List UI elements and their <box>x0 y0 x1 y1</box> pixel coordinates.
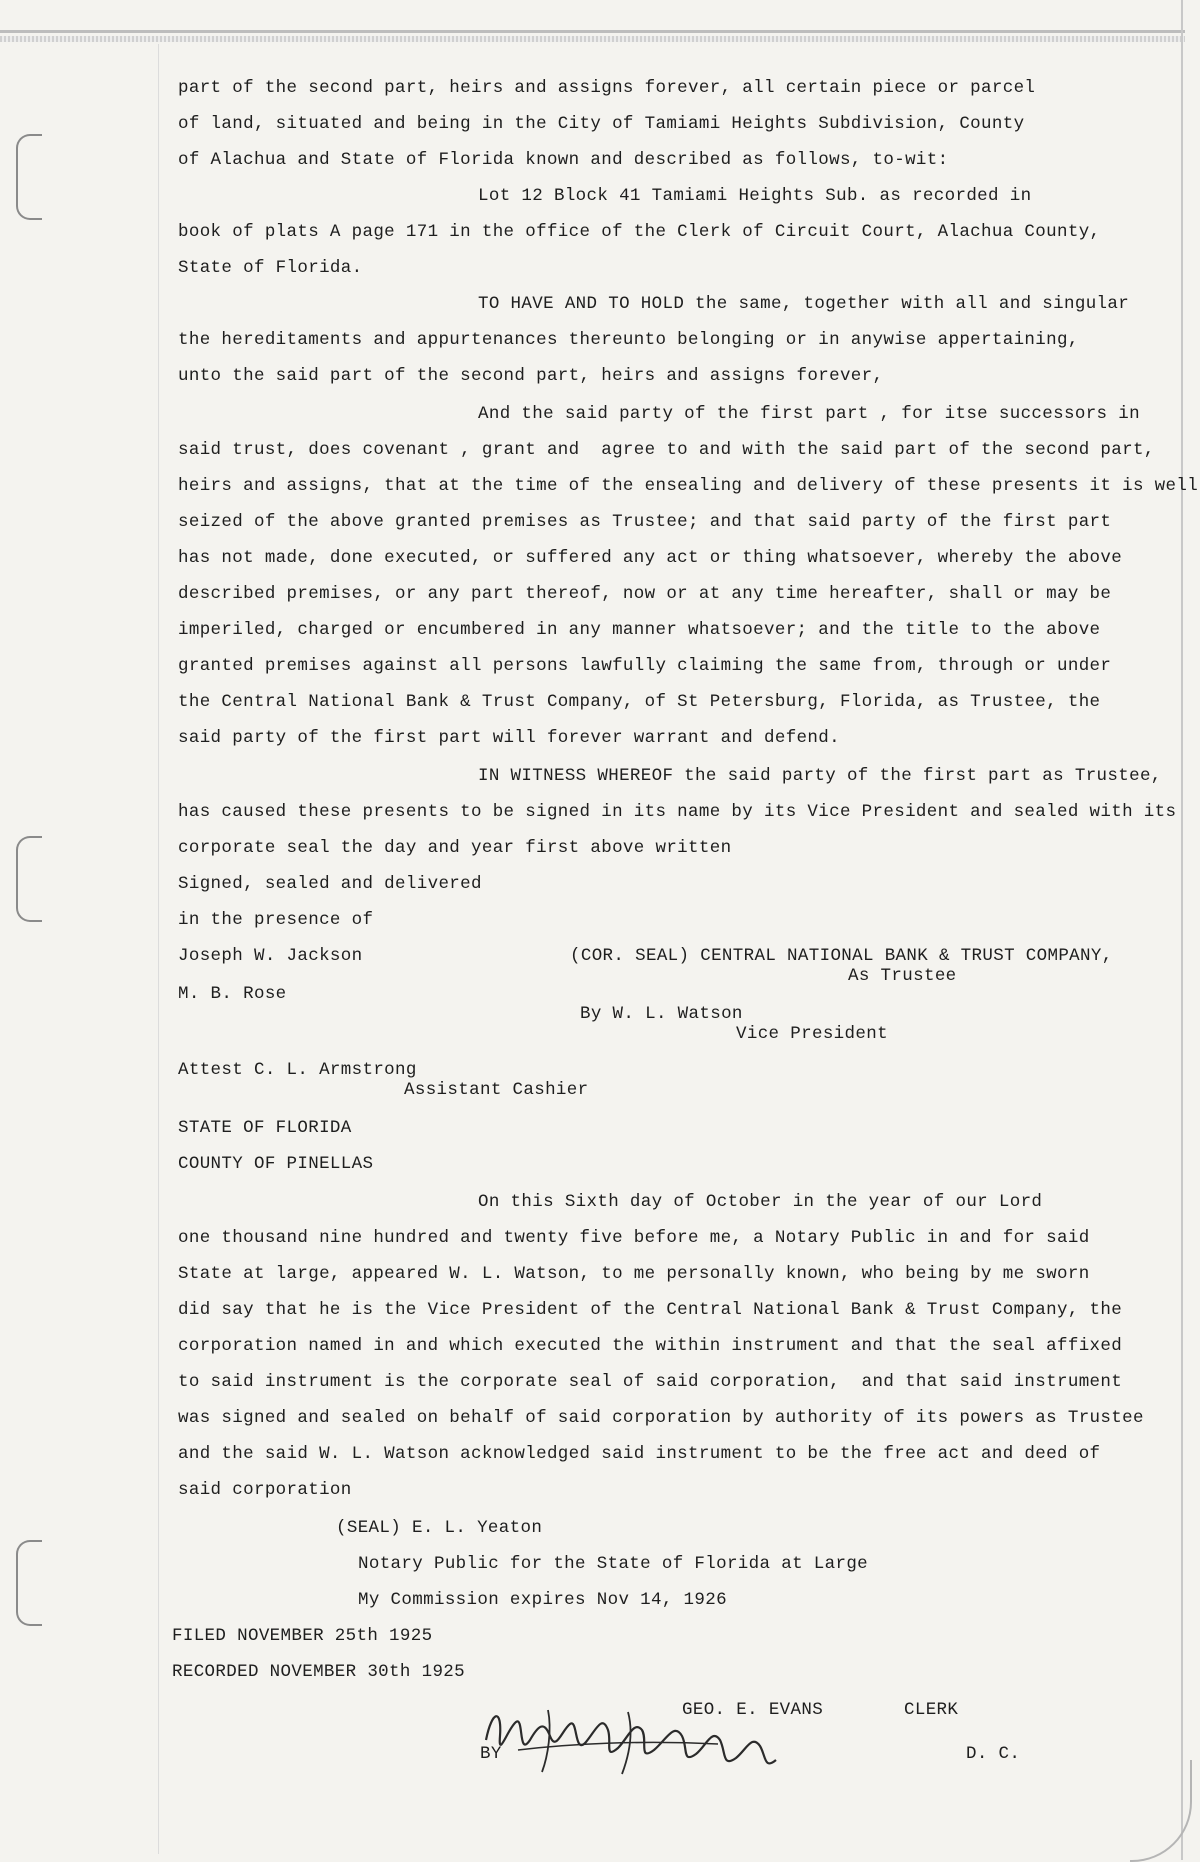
clerk-name: GEO. E. EVANS <box>682 1700 824 1720</box>
attest-title: Assistant Cashier <box>404 1080 589 1100</box>
deputy-clerk-signature <box>478 1700 808 1780</box>
text-line: corporation named in and which executed the within instrument and that the seal affixed <box>178 1336 1123 1356</box>
text-line: said party of the first part will forever warrant and defend. <box>178 728 840 748</box>
top-border-rule <box>0 30 1185 33</box>
text-line: Lot 12 Block 41 Tamiami Heights Sub. as recorded in <box>478 186 1032 206</box>
left-margin-line <box>158 44 159 1854</box>
text-line: TO HAVE AND TO HOLD the same, together with all and singular <box>478 294 1130 314</box>
text-line: of Alachua and State of Florida known and described as follows, to-wit: <box>178 150 949 170</box>
binder-hole-mark <box>16 1540 42 1626</box>
top-border-rule-hatched <box>0 36 1185 42</box>
text-line: of land, situated and being in the City of Tamiami Heights Subdivision, County <box>178 114 1025 134</box>
text-line: heirs and assigns, that at the time of the ensealing and delivery of these presents it is well <box>178 476 1199 496</box>
text-line: part of the second part, heirs and assigns forever, all certain piece or parcel <box>178 78 1036 98</box>
by-label: BY <box>480 1744 502 1764</box>
recorded-date: RECORDED NOVEMBER 30th 1925 <box>172 1662 465 1682</box>
text-line: said trust, does covenant , grant and agree to and with the said part of the second part, <box>178 440 1155 460</box>
text-line: unto the said part of the second part, heirs and assigns forever, <box>178 366 884 386</box>
text-line: book of plats A page 171 in the office of the Clerk of Circuit Court, Alachua County, <box>178 222 1101 242</box>
text-line: the hereditaments and appurtenances thereunto belonging or in anywise appertaining, <box>178 330 1079 350</box>
corporate-seal-line: (COR. SEAL) CENTRAL NATIONAL BANK & TRUST COMPANY, <box>570 946 1113 966</box>
venue-state: STATE OF FLORIDA <box>178 1118 352 1138</box>
binder-hole-mark <box>16 134 42 220</box>
clerk-title: CLERK <box>904 1700 959 1720</box>
text-line: On this Sixth day of October in the year of our Lord <box>478 1192 1043 1212</box>
notary-title: Notary Public for the State of Florida at Large <box>358 1554 869 1574</box>
venue-county: COUNTY OF PINELLAS <box>178 1154 374 1174</box>
text-line: was signed and sealed on behalf of said corporation by authority of its powers as Trustee <box>178 1408 1144 1428</box>
text-line: Signed, sealed and delivered <box>178 874 482 894</box>
text-line: said corporation <box>178 1480 352 1500</box>
text-line: the Central National Bank & Trust Company, of St Petersburg, Florida, as Trustee, the <box>178 692 1101 712</box>
text-line: corporate seal the day and year first above written <box>178 838 732 858</box>
text-line: seized of the above granted premises as Trustee; and that said party of the first part <box>178 512 1112 532</box>
attest-line: Attest C. L. Armstrong <box>178 1060 417 1080</box>
trustee-capacity: As Trustee <box>848 966 957 986</box>
right-margin-rule <box>1181 0 1183 1860</box>
text-line: State of Florida. <box>178 258 363 278</box>
signer-name: By W. L. Watson <box>580 1004 743 1024</box>
deputy-clerk-label: D. C. <box>966 1744 1021 1764</box>
text-line: granted premises against all persons lawfully claiming the same from, through or under <box>178 656 1112 676</box>
text-line: did say that he is the Vice President of the Central National Bank & Trust Company, the <box>178 1300 1123 1320</box>
text-line: IN WITNESS WHEREOF the said party of the first part as Trustee, <box>478 766 1162 786</box>
witness-name: Joseph W. Jackson <box>178 946 363 966</box>
text-line: and the said W. L. Watson acknowledged said instrument to be the free act and deed of <box>178 1444 1101 1464</box>
binder-hole-mark <box>16 836 42 922</box>
text-line: described premises, or any part thereof, now or at any time hereafter, shall or may be <box>178 584 1112 604</box>
text-line: State at large, appeared W. L. Watson, to me personally known, who being by me sworn <box>178 1264 1090 1284</box>
filed-date: FILED NOVEMBER 25th 1925 <box>172 1626 433 1646</box>
text-line: in the presence of <box>178 910 374 930</box>
text-line: has not made, done executed, or suffered any act or thing whatsoever, whereby the above <box>178 548 1123 568</box>
commission-expiry: My Commission expires Nov 14, 1926 <box>358 1590 727 1610</box>
text-line: to said instrument is the corporate seal of said corporation, and that said instrument <box>178 1372 1123 1392</box>
signer-title: Vice President <box>736 1024 888 1044</box>
text-line: And the said party of the first part , for itse successors in <box>478 404 1140 424</box>
text-line: one thousand nine hundred and twenty five before me, a Notary Public in and for said <box>178 1228 1090 1248</box>
notary-seal-line: (SEAL) E. L. Yeaton <box>336 1518 543 1538</box>
text-line: has caused these presents to be signed in its name by its Vice President and sealed with its <box>178 802 1177 822</box>
text-line: imperiled, charged or encumbered in any manner whatsoever; and the title to the above <box>178 620 1101 640</box>
witness-name: M. B. Rose <box>178 984 287 1004</box>
